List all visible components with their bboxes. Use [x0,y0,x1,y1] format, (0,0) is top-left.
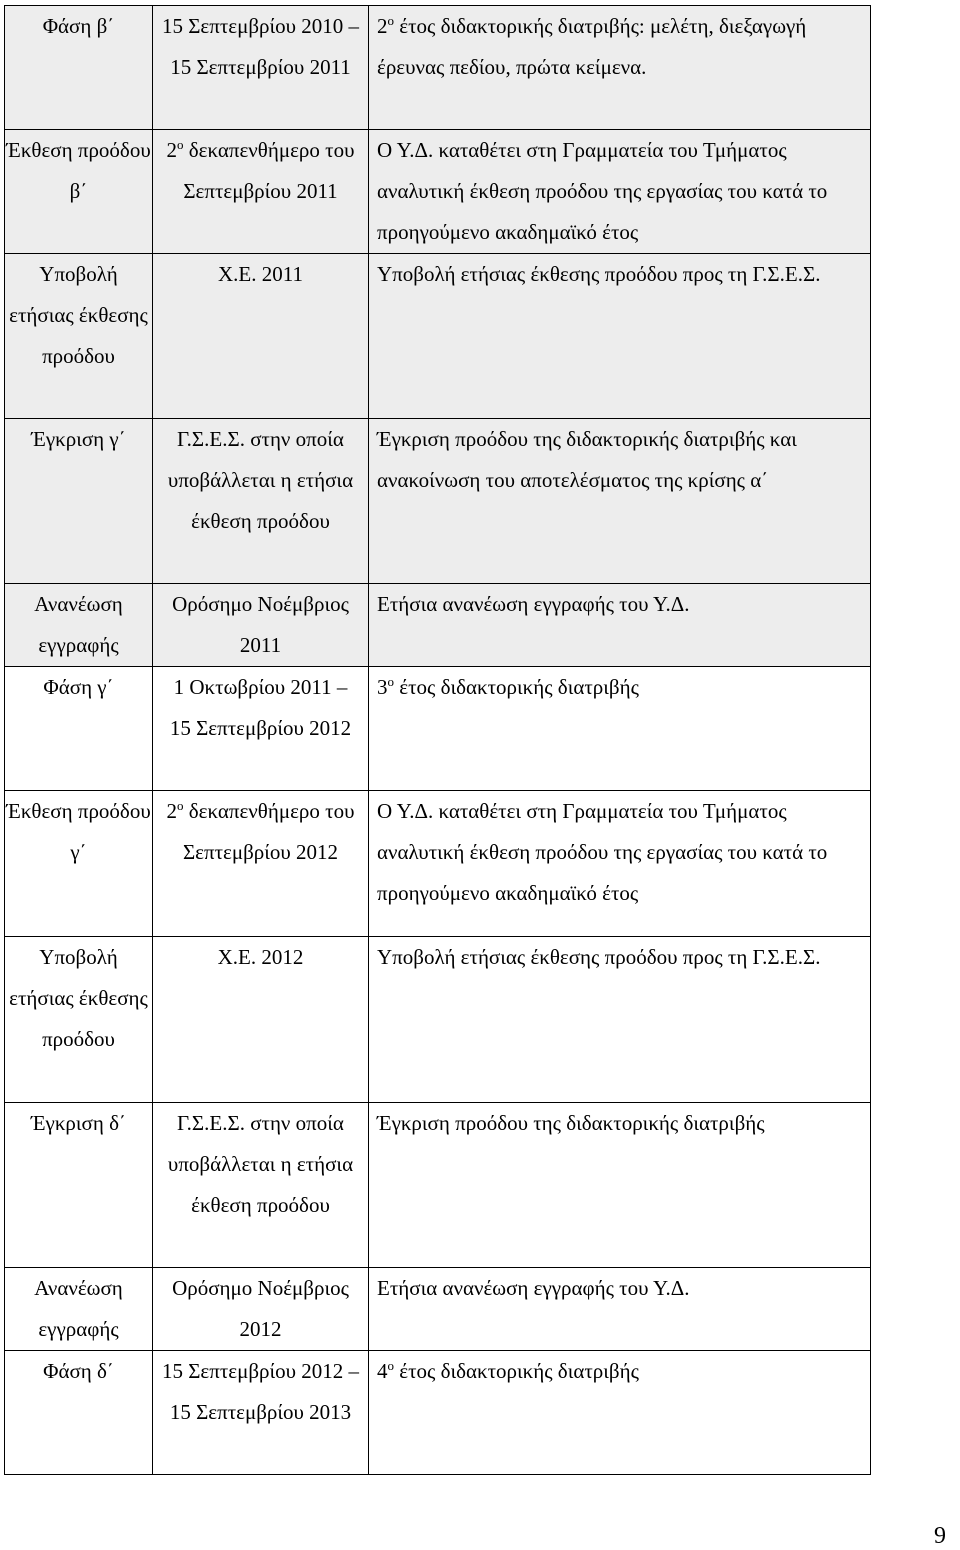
phase-cell: Έκθεση προόδου β΄ [5,130,153,254]
phase-cell: Φάση γ΄ [5,667,153,791]
date-cell: 15 Σεπτεμβρίου 2010 – 15 Σεπτεμβρίου 2011 [153,6,369,130]
phase-cell: Φάση δ΄ [5,1351,153,1475]
date-cell: Γ.Σ.Ε.Σ. στην οποία υποβάλλεται η ετήσια έκθεση προόδου [153,419,369,584]
description-cell: Ο Υ.Δ. καταθέτει στη Γραμματεία του Τμήματος αναλυτική έκθεση προόδου της εργασίας του κατά το προηγούμενο ακαδημαϊκό έτος [369,791,871,937]
description-cell: Ετήσια ανανέωση εγγραφής του Υ.Δ. [369,1268,871,1351]
phase-cell: Έκθεση προόδου γ΄ [5,791,153,937]
phase-cell: Έγκριση δ΄ [5,1103,153,1268]
table-row [5,791,871,937]
schedule-table [4,5,871,1475]
date-cell: Χ.Ε. 2012 [153,937,369,1103]
table-row [5,1268,871,1351]
date-cell: 1 Οκτωβρίου 2011 – 15 Σεπτεμβρίου 2012 [153,667,369,791]
description-cell: Ο Υ.Δ. καταθέτει στη Γραμματεία του Τμήματος αναλυτική έκθεση προόδου της εργασίας του κατά το προηγούμενο ακαδημαϊκό έτος [369,130,871,254]
table-row [5,584,871,667]
table-row [5,667,871,791]
description-cell: Ετήσια ανανέωση εγγραφής του Υ.Δ. [369,584,871,667]
date-cell: Ορόσημο Νοέμβριος 2012 [153,1268,369,1351]
date-cell: $2^o$ δεκαπενθήμερο του Σεπτεμβρίου 2011 [153,130,369,254]
phase-cell: Υποβολή ετήσιας έκθεσης προόδου [5,937,153,1103]
description-cell: Έγκριση προόδου της διδακτορικής διατριβής και ανακοίνωση του αποτελέσματος της κρίσης α΄ [369,419,871,584]
description-cell: Έγκριση προόδου της διδακτορικής διατριβής [369,1103,871,1268]
table-row [5,1103,871,1268]
phase-cell: Υποβολή ετήσιας έκθεσης προόδου [5,254,153,419]
phase-cell: Ανανέωση εγγραφής [5,584,153,667]
table-row [5,130,871,254]
description-cell: $2^o$ έτος διδακτορικής διατριβής: μελέτη, διεξαγωγή έρευνας πεδίου, πρώτα κείμενα. [369,6,871,130]
table-row [5,419,871,584]
table-row [5,254,871,419]
description-cell: $4^o$ έτος διδακτορικής διατριβής [369,1351,871,1475]
description-cell: Υποβολή ετήσιας έκθεσης προόδου προς τη Γ.Σ.Ε.Σ. [369,254,871,419]
phase-cell: Φάση β΄ [5,6,153,130]
date-cell: Γ.Σ.Ε.Σ. στην οποία υποβάλλεται η ετήσια έκθεση προόδου [153,1103,369,1268]
table-row [5,937,871,1103]
page-number: 9 [934,1523,946,1549]
phase-cell: Έγκριση γ΄ [5,419,153,584]
date-cell: Ορόσημο Νοέμβριος 2011 [153,584,369,667]
date-cell: 15 Σεπτεμβρίου 2012 – 15 Σεπτεμβρίου 2013 [153,1351,369,1475]
table-row [5,6,871,130]
date-cell: $2^o$ δεκαπενθήμερο του Σεπτεμβρίου 2012 [153,791,369,937]
description-cell: Υποβολή ετήσιας έκθεσης προόδου προς τη Γ.Σ.Ε.Σ. [369,937,871,1103]
description-cell: $3^o$ έτος διδακτορικής διατριβής [369,667,871,791]
phase-cell: Ανανέωση εγγραφής [5,1268,153,1351]
date-cell: Χ.Ε. 2011 [153,254,369,419]
table-row [5,1351,871,1475]
